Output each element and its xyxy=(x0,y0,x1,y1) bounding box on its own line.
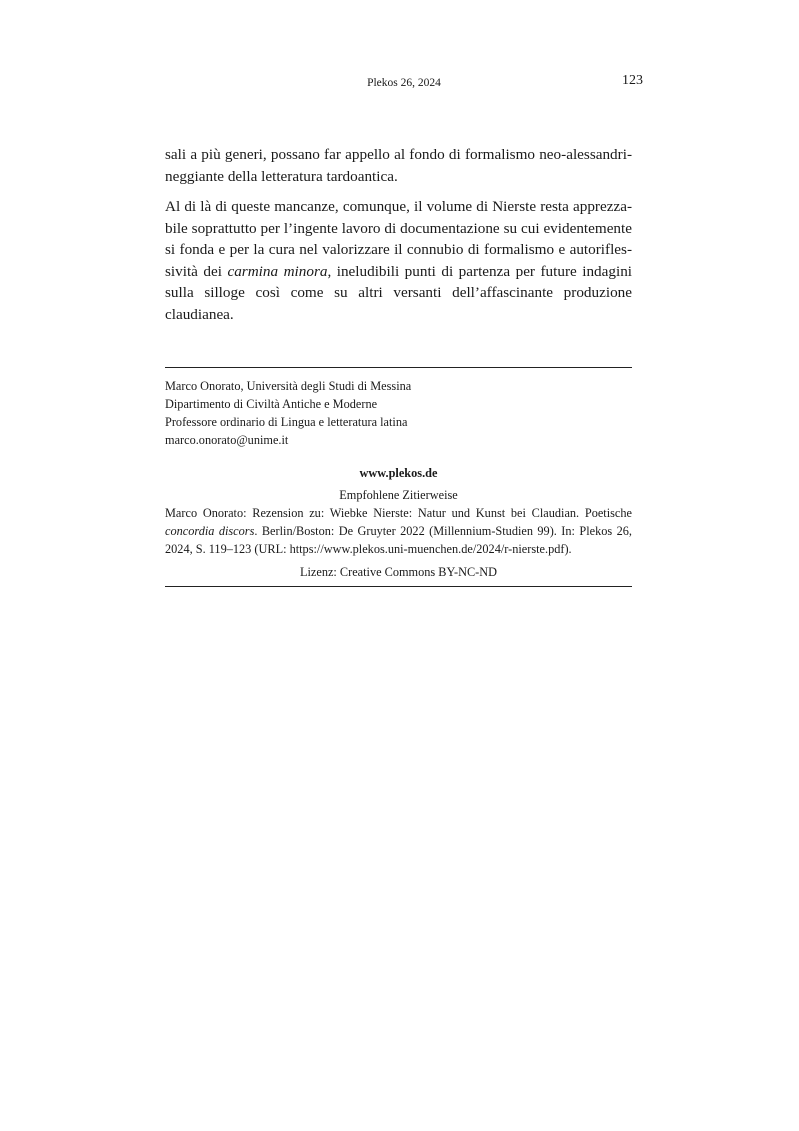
paragraph-2-end: , ineludibili punti di partenza per future indagini sulla silloge così come su altri versanti dell’affascinante produzione claudianea. xyxy=(165,262,633,323)
author-email[interactable]: marco.onorato@unime.it xyxy=(165,433,289,447)
author-position: Professore ordinario di Lingua e letteratura latina xyxy=(165,415,408,429)
author-department: Dipartimento di Civiltà Antiche e Moderne xyxy=(165,397,378,411)
italic-title: carmina minora xyxy=(227,262,328,280)
running-title: Plekos 26, 2024 xyxy=(367,77,441,89)
site-link[interactable]: www.plekos.de xyxy=(359,466,438,480)
citation-italic: concordia discors xyxy=(165,524,255,538)
author-info xyxy=(165,377,632,449)
page-number: 123 xyxy=(622,73,643,88)
author-affiliation: Marco Onorato, Università degli Studi di Messina xyxy=(165,379,412,393)
citation-heading: Empfohlene Zitierweise xyxy=(339,488,458,502)
citation-text xyxy=(165,504,632,558)
divider-top xyxy=(165,367,632,368)
page-header xyxy=(165,73,643,93)
review-body xyxy=(165,144,632,334)
citation-text-end: . Berlin/Boston: De Gruyter 2022 (Millennium-Studien 99). In: Plekos 26, 2024, S. 119–123 (URL: https://www.plekos.uni-muenchen.de/2024/r-nierste.pdf). xyxy=(165,524,632,556)
paragraph-2 xyxy=(165,196,632,325)
divider-bottom xyxy=(165,586,632,587)
citation-text-start: Marco Onorato: Rezension zu: Wiebke Nierste: Natur und Kunst bei Claudian. Poetische xyxy=(165,506,632,520)
license-text: Lizenz: Creative Commons BY-NC-ND xyxy=(299,565,498,579)
paragraph-2-start: Al di là di queste mancanze, comunque, il volume di Nierste resta apprezzabile soprattutto per l’ingente lavoro di documentazione su cui evidentemente si fonda e per la cura nel valorizzare il connubio di formalismo e autoriflessività dei xyxy=(165,198,632,280)
paragraph-1: sali a più generi, possano far appello al fondo di formalismo neo-alessandrineggiante della letteratura tardoantica. xyxy=(165,146,632,185)
citation-block xyxy=(165,464,632,581)
